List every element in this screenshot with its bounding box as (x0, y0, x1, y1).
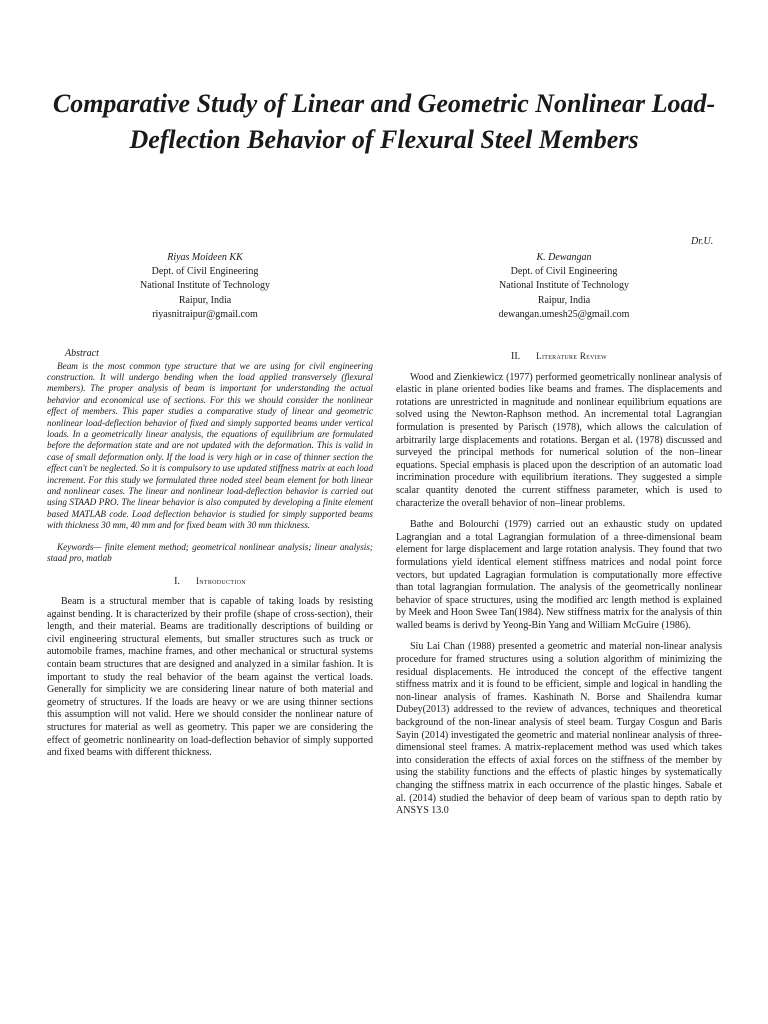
section-heading-literature-review (396, 350, 722, 364)
author-name: K. Dewangan (536, 252, 592, 263)
section-number: II. (510, 351, 521, 362)
section-name: Literature Review (536, 351, 607, 361)
paper-title: Comparative Study of Linear and Geometric Nonlinear Load-Deflection Behavior of Flexural Steel Members (52, 89, 716, 154)
literature-paragraph: Bathe and Bolourchi (1979) carried out an exhaustic study on updated Lagrangian and a total Lagrangian formulation of a three-dimensional beam element for large displacement and large rotation analysis. They found that two formulations yield identical element stiffness matrices and nodal point force vectors, but updated Lagragian formulation is computationally more effective than total lagrangian formulation. The analysis of the geometrically nonlinear behavior of space structures, using the modified arc length method is explained by Meek and Hoon Swee Tan(1984). New stiffness matrix for the analysis of thin walled beams is derivd by Yeong-Bin Yang and William McGuire (1986). (396, 519, 722, 631)
author-title-tag: Dr.U. (691, 236, 714, 247)
section-number: I. (174, 575, 180, 587)
section-name: Introduction (195, 575, 246, 586)
author-location: Raipur, India (178, 294, 232, 306)
author-name: Riyas Moideen KK (167, 252, 243, 263)
author-block-1 (105, 251, 305, 322)
left-column (47, 348, 373, 760)
author-institute: National Institute of Technology (140, 280, 270, 292)
author-dept: Dept. of Civil Engineering (510, 266, 618, 278)
introduction-paragraph: Beam is a structural member that is capable of taking loads by resisting against bending. It is characterized by their profile (shape of cross-section), their length, and their material. Beams are traditionally descriptions of building or civil engineering structural elements, but smaller structures such as truck or automobile frames, machine frames, and other mechanical or structural systems contain beam structures that are designed and analyzed in a similar fashion. It is important to study the real behavior of the beam against the vertical loads. Generally for simplicity we are considering linear nature of both material and geometry of structures. If the loads are heavy or we are using thinner sections this assumption will not valid. Here we should consider the nonlinear nature of structures for material as well as geometry. This paper we are considering the effect of geometric nonlinearity on load-deflection behavior of simply supported and fixed beams with different thickness. (47, 596, 373, 759)
literature-paragraph: Siu Lai Chan (1988) presented a geometric and material non-linear analysis procedure for framed structures using a solution algorithm of minimizing the residual displacements. He introduced the concept of the effective tangent stiffness matrix and it is found to be efficient, simple and logical in handling the non-linear analysis of frames. Kashinath N. Borse and Shailendra kumar Dubey(2013) addressed to the review of advances, techniques and theoretical background of the non-linear analysis of steel beam. Turgay Cosgun and Baris Sayin (2014) investigated the geometric and material nonlinear analysis of three-dimensional steel frames. A matrix-replacement method was used which takes into consideration the effects of axial forces on the stiffness of the member by using the stability functions and the effects of plastic hinges by systematically changing the stiffness matrix in each occurrence of the plastic hinges. Sabale et al. (2014) studied the behavior of deep beam of various span to depth ratio by ANSYS 13.0 (396, 641, 722, 817)
author-email: dewangan.umesh25@gmail.com (498, 308, 630, 320)
author-dept: Dept. of Civil Engineering (151, 266, 259, 278)
author-institute: National Institute of Technology (499, 280, 629, 292)
section-heading-introduction (47, 575, 373, 589)
author-block-2 (464, 251, 664, 322)
keywords: Keywords— finite element method; geometrical nonlinear analysis; linear analysis; staad pro, matlab (47, 541, 373, 564)
right-column (396, 350, 722, 818)
literature-paragraph: Wood and Zienkiewicz (1977) performed geometrically nonlinear analysis of elastic in plane oriented bodies like beams and frames. The displacements and rotations are unrestricted in magnitude and nonlinear equilibrium equations are solved using the Newton-Raphson method. An incremental total Lagrangian formulation is presented by Parisch (1978), which allows the calculation of arbitrarily large displacements and rotations. Bergan et al. (1978) discussed and surveyed the principal methods for numerical solution of the non–linear equations. Special emphasis is placed upon the description of an automatic load incrimination procedure with equilibrium iterations. They suggested a simple scalar quantity denoted the current stiffness parameter, which is used to characterize the overall behavior of non–linear problems. (396, 371, 722, 509)
author-location: Raipur, India (537, 294, 591, 306)
author-email: riyasnitraipur@gmail.com (152, 308, 258, 320)
abstract-text: Beam is the most common type structure that we are using for civil engineering construction. It will undergo bending when the load applied transversely (flexural members). The proper analysis of beam is important for understanding the actual behavior and economical use of sections. For this we should consider the nonlinear effect of members. This paper studies a comparative study of linear and geometric nonlinear load-deflection behavior of fixed and simply supported beams under vertical loads. In a geometrically linear analysis, the equations of equilibrium are formulated before the deformation state and are not updated with the deformation. This is valid in case of small deformation only. If the load is very high or in case of thinner section the effect can't be neglected. So it is compulsory to use updated stiffness matrix at each load increment. For this study we formulated three noded steel beam element for both linear and nonlinear cases. The linear and nonlinear load-deflection behavior is carried out using STAAD PRO. The linear behavior is also computed by developing a finite element based MATLAB code. Load deflection behavior is studied for simply supported beams with thickness 30 mm, 40 mm and for fixed beam with 30 mm thickness. (47, 360, 373, 531)
abstract-heading: Abstract (65, 348, 99, 359)
